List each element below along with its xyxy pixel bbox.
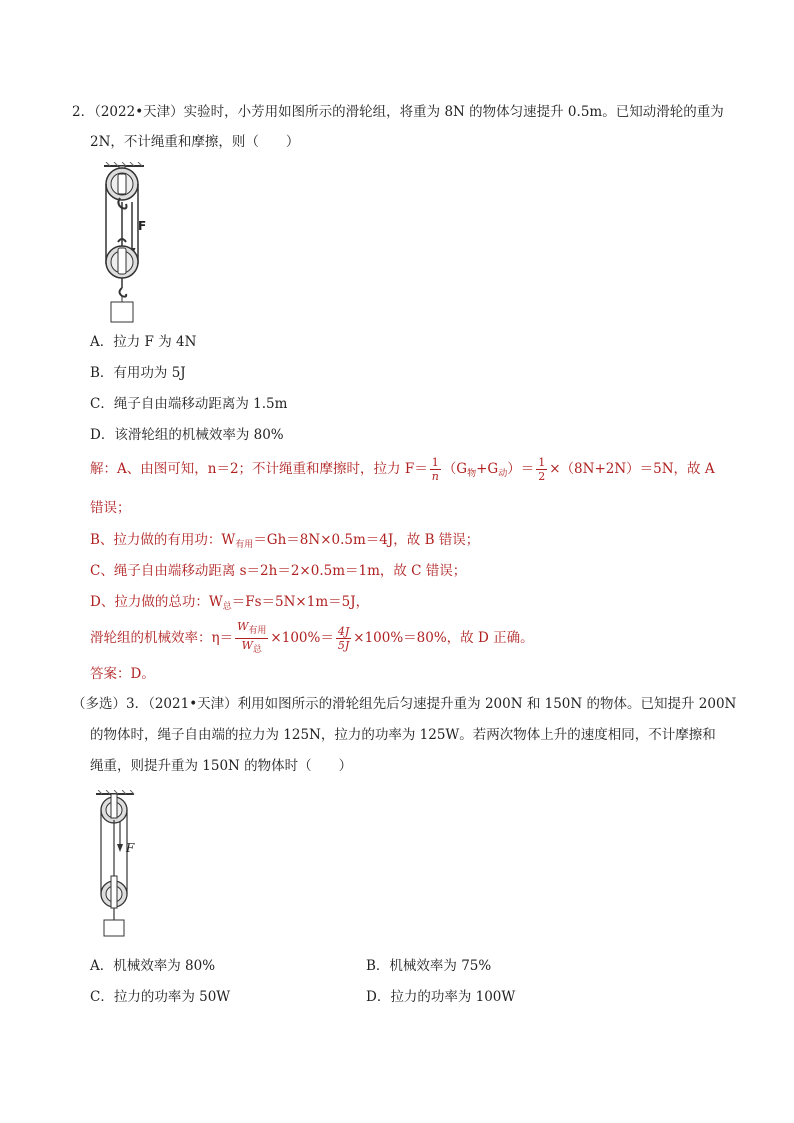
q3-stem-line2: 的物体时，绳子自由端的拉力为 125N，拉力的功率为 125W。若两次物体上升的速度相同，不计摩擦和 [90, 727, 716, 743]
q3-stem-line1: （多选）3．（2021•天津）利用如图所示的滑轮组先后匀速提升重为 200N 和 150N 的物体。已知提升 200N [72, 696, 737, 712]
q2-solution-b: B、拉力做的有用功：$W_{有用}=Gh=8N\times 0.5m=4J$，故 B 错误； [90, 532, 480, 550]
q2-solution-c: C、绳子自由端移动距离 s＝2h＝2×0.5m＝1m，故 C 错误； [90, 563, 467, 579]
q2-force-label: F [138, 219, 147, 233]
q2-option-b: B．有用功为 5J [90, 365, 186, 381]
q2-solution-a: 解：A、由图可知，n＝2；不计绳重和摩擦时，拉力 F＝ $\frac{1}{n}$ $(G_物+G_动)=$ $\frac{1}{2}$ ×（8N+2N）＝5N，故 A [90, 456, 715, 483]
q3-pulley-figure [94, 790, 144, 940]
q2-option-d: D．该滑轮组的机械效率为 80% [90, 427, 284, 443]
q3-stem-line3: 绳重，则提升重为 150N 的物体时（ ） [90, 758, 353, 774]
q2-pulley-figure [100, 162, 160, 342]
q2-solution-d: D、拉力做的总功：$W_总=Fs=5N\times 1m=5J$， [90, 594, 370, 612]
q3-option-d: D．拉力的功率为 100W [366, 989, 516, 1005]
q2-solution-efficiency: 滑轮组的机械效率：η＝ $\frac{W_{有用}}{W_总}$ ×100%＝ $\frac{4J}{5J}$ ×100%＝80%，故 D 正确。 [90, 620, 534, 655]
q2-solution-a-line2: 错误； [90, 500, 131, 516]
q2-stem-line1: 2．（2022•天津）实验时，小芳用如图所示的滑轮组，将重为 8N 的物体匀速提升 0.5m。已知动滑轮的重为 [72, 104, 724, 120]
q3-option-c: C．拉力的功率为 50W [90, 989, 231, 1005]
q2-answer: 答案：D。 [90, 666, 155, 682]
q2-stem-line2: 2N，不计绳重和摩擦，则（ ） [90, 134, 300, 150]
q3-force-label: F [126, 841, 135, 855]
q3-option-a: A．机械效率为 80% [90, 958, 216, 974]
q2-option-a: A．拉力 F 为 4N [90, 334, 197, 350]
q3-option-b: B．机械效率为 75% [366, 958, 492, 974]
q2-option-c: C．绳子自由端移动距离为 1.5m [90, 396, 288, 412]
